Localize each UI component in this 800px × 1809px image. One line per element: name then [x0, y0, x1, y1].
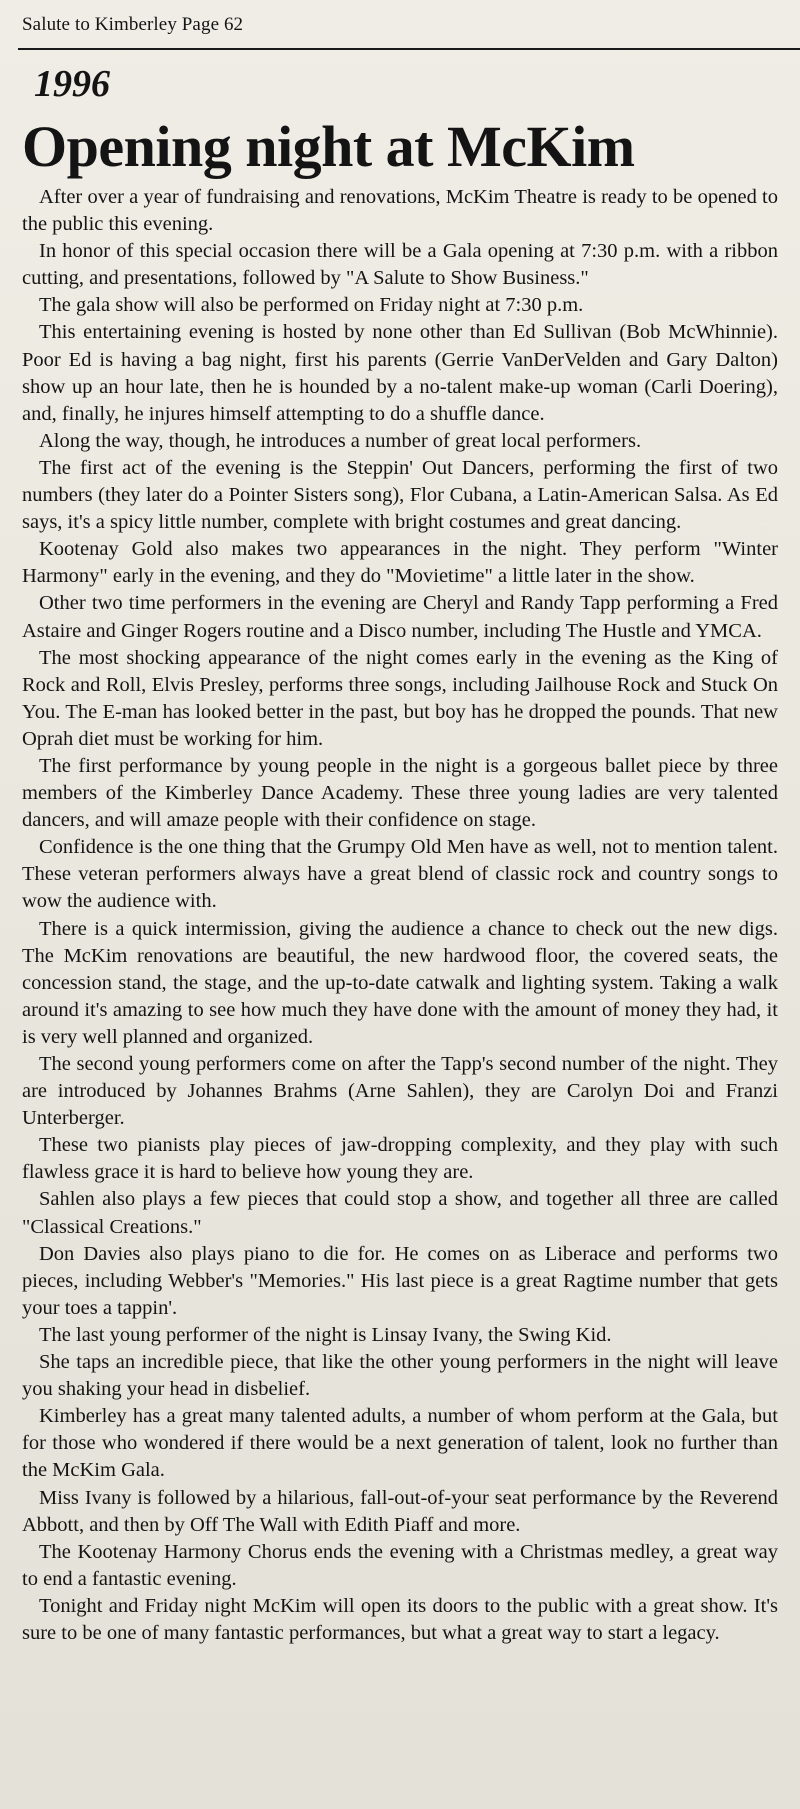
article-paragraph: These two pianists play pieces of jaw-dropping complexity, and they play with such flawless grace it is hard to believe how young they are.: [22, 1134, 778, 1184]
article-paragraph: There is a quick intermission, giving the audience a chance to check out the new digs. The McKim renovations are beautiful, the new hardwood floor, the covered seats, the concession stand, the stage, and the up-to-date catwalk and lighting system. Taking a walk around it's amazing to see how much they have done with the amount of money they had, it is very well planned and organized.: [22, 917, 778, 1048]
article-paragraph: In honor of this special occasion there will be a Gala opening at 7:30 p.m. with a ribbon cutting, and presentations, followed by "A Salute to Show Business.": [22, 240, 778, 290]
article-paragraph: Other two time performers in the evening are Cheryl and Randy Tapp performing a Fred Astaire and Ginger Rogers routine and a Disco number, including The Hustle and YMCA.: [22, 592, 778, 642]
article-paragraph: She taps an incredible piece, that like the other young performers in the night will leave you shaking your head in disbelief.: [22, 1351, 778, 1401]
article-headline: Opening night at McKim: [22, 114, 635, 179]
article-paragraph: This entertaining evening is hosted by none other than Ed Sullivan (Bob McWhinnie). Poor Ed is having a bag night, first his parents (Gerrie VanDerVelden and Gary Dalton) show up an hour late, then he is hounded by a no-talent make-up woman (Carli Doering), and, finally, he injures himself attempting to do a shuffle dance.: [22, 321, 778, 425]
article-body: [22, 184, 778, 1647]
year-heading: 1996: [34, 63, 110, 105]
article-paragraph: Confidence is the one thing that the Grumpy Old Men have as well, not to mention talent. These veteran performers always have a great blend of classic rock and country songs to wow the audience with.: [22, 836, 778, 913]
article-paragraph: Sahlen also plays a few pieces that could stop a show, and together all three are called "Classical Creations.": [22, 1188, 778, 1238]
article-paragraph: After over a year of fundraising and renovations, McKim Theatre is ready to be opened to the public this evening.: [22, 186, 778, 236]
article-paragraph: Kimberley has a great many talented adults, a number of whom perform at the Gala, but for those who wondered if there would be a next generation of talent, look no further than the McKim Gala.: [22, 1405, 778, 1482]
article-paragraph: The most shocking appearance of the night comes early in the evening as the King of Rock and Roll, Elvis Presley, performs three songs, including Jailhouse Rock and Stuck On You. The E-man has looked better in the past, but boy has he dropped the pounds. That new Oprah diet must be working for him.: [22, 646, 778, 750]
running-head: Salute to Kimberley Page 62: [22, 14, 244, 35]
article-paragraph: Kootenay Gold also makes two appearances in the night. They perform "Winter Harmony" early in the evening, and they do "Movietime" a little later in the show.: [22, 538, 778, 588]
article-paragraph: Don Davies also plays piano to die for. He comes on as Liberace and performs two pieces, including Webber's "Memories." His last piece is a great Ragtime number that gets your toes a tappin'.: [22, 1242, 778, 1319]
article-paragraph: The last young performer of the night is Linsay Ivany, the Swing Kid.: [39, 1323, 612, 1346]
article-paragraph: Tonight and Friday night McKim will open its doors to the public with a great show. It's sure to be one of many fantastic performances, but what a great way to start a legacy.: [22, 1594, 778, 1644]
article-paragraph: Along the way, though, he introduces a number of great local performers.: [39, 429, 642, 452]
article-paragraph: The second young performers come on after the Tapp's second number of the night. They are introduced by Johannes Brahms (Arne Sahlen), they are Carolyn Doi and Franzi Unterberger.: [22, 1053, 778, 1130]
article-paragraph: The first performance by young people in the night is a gorgeous ballet piece by three members of the Kimberley Dance Academy. These three young ladies are very talented dancers, and will amaze people with their confidence on stage.: [22, 754, 778, 832]
header-rule: [18, 48, 800, 50]
article-paragraph: The first act of the evening is the Steppin' Out Dancers, performing the first of two numbers (they later do a Pointer Sisters song), Flor Cubana, a Latin-American Salsa. As Ed says, it's a spicy little number, complete with bright costumes and great dancing.: [22, 456, 778, 534]
article-paragraph: The Kootenay Harmony Chorus ends the evening with a Christmas medley, a great way to end a fantastic evening.: [22, 1540, 778, 1590]
article-paragraph: Miss Ivany is followed by a hilarious, fall-out-of-your seat performance by the Reverend Abbott, and then by Off The Wall with Edith Piaff and more.: [22, 1486, 778, 1536]
article-paragraph: The gala show will also be performed on Friday night at 7:30 p.m.: [39, 294, 584, 317]
